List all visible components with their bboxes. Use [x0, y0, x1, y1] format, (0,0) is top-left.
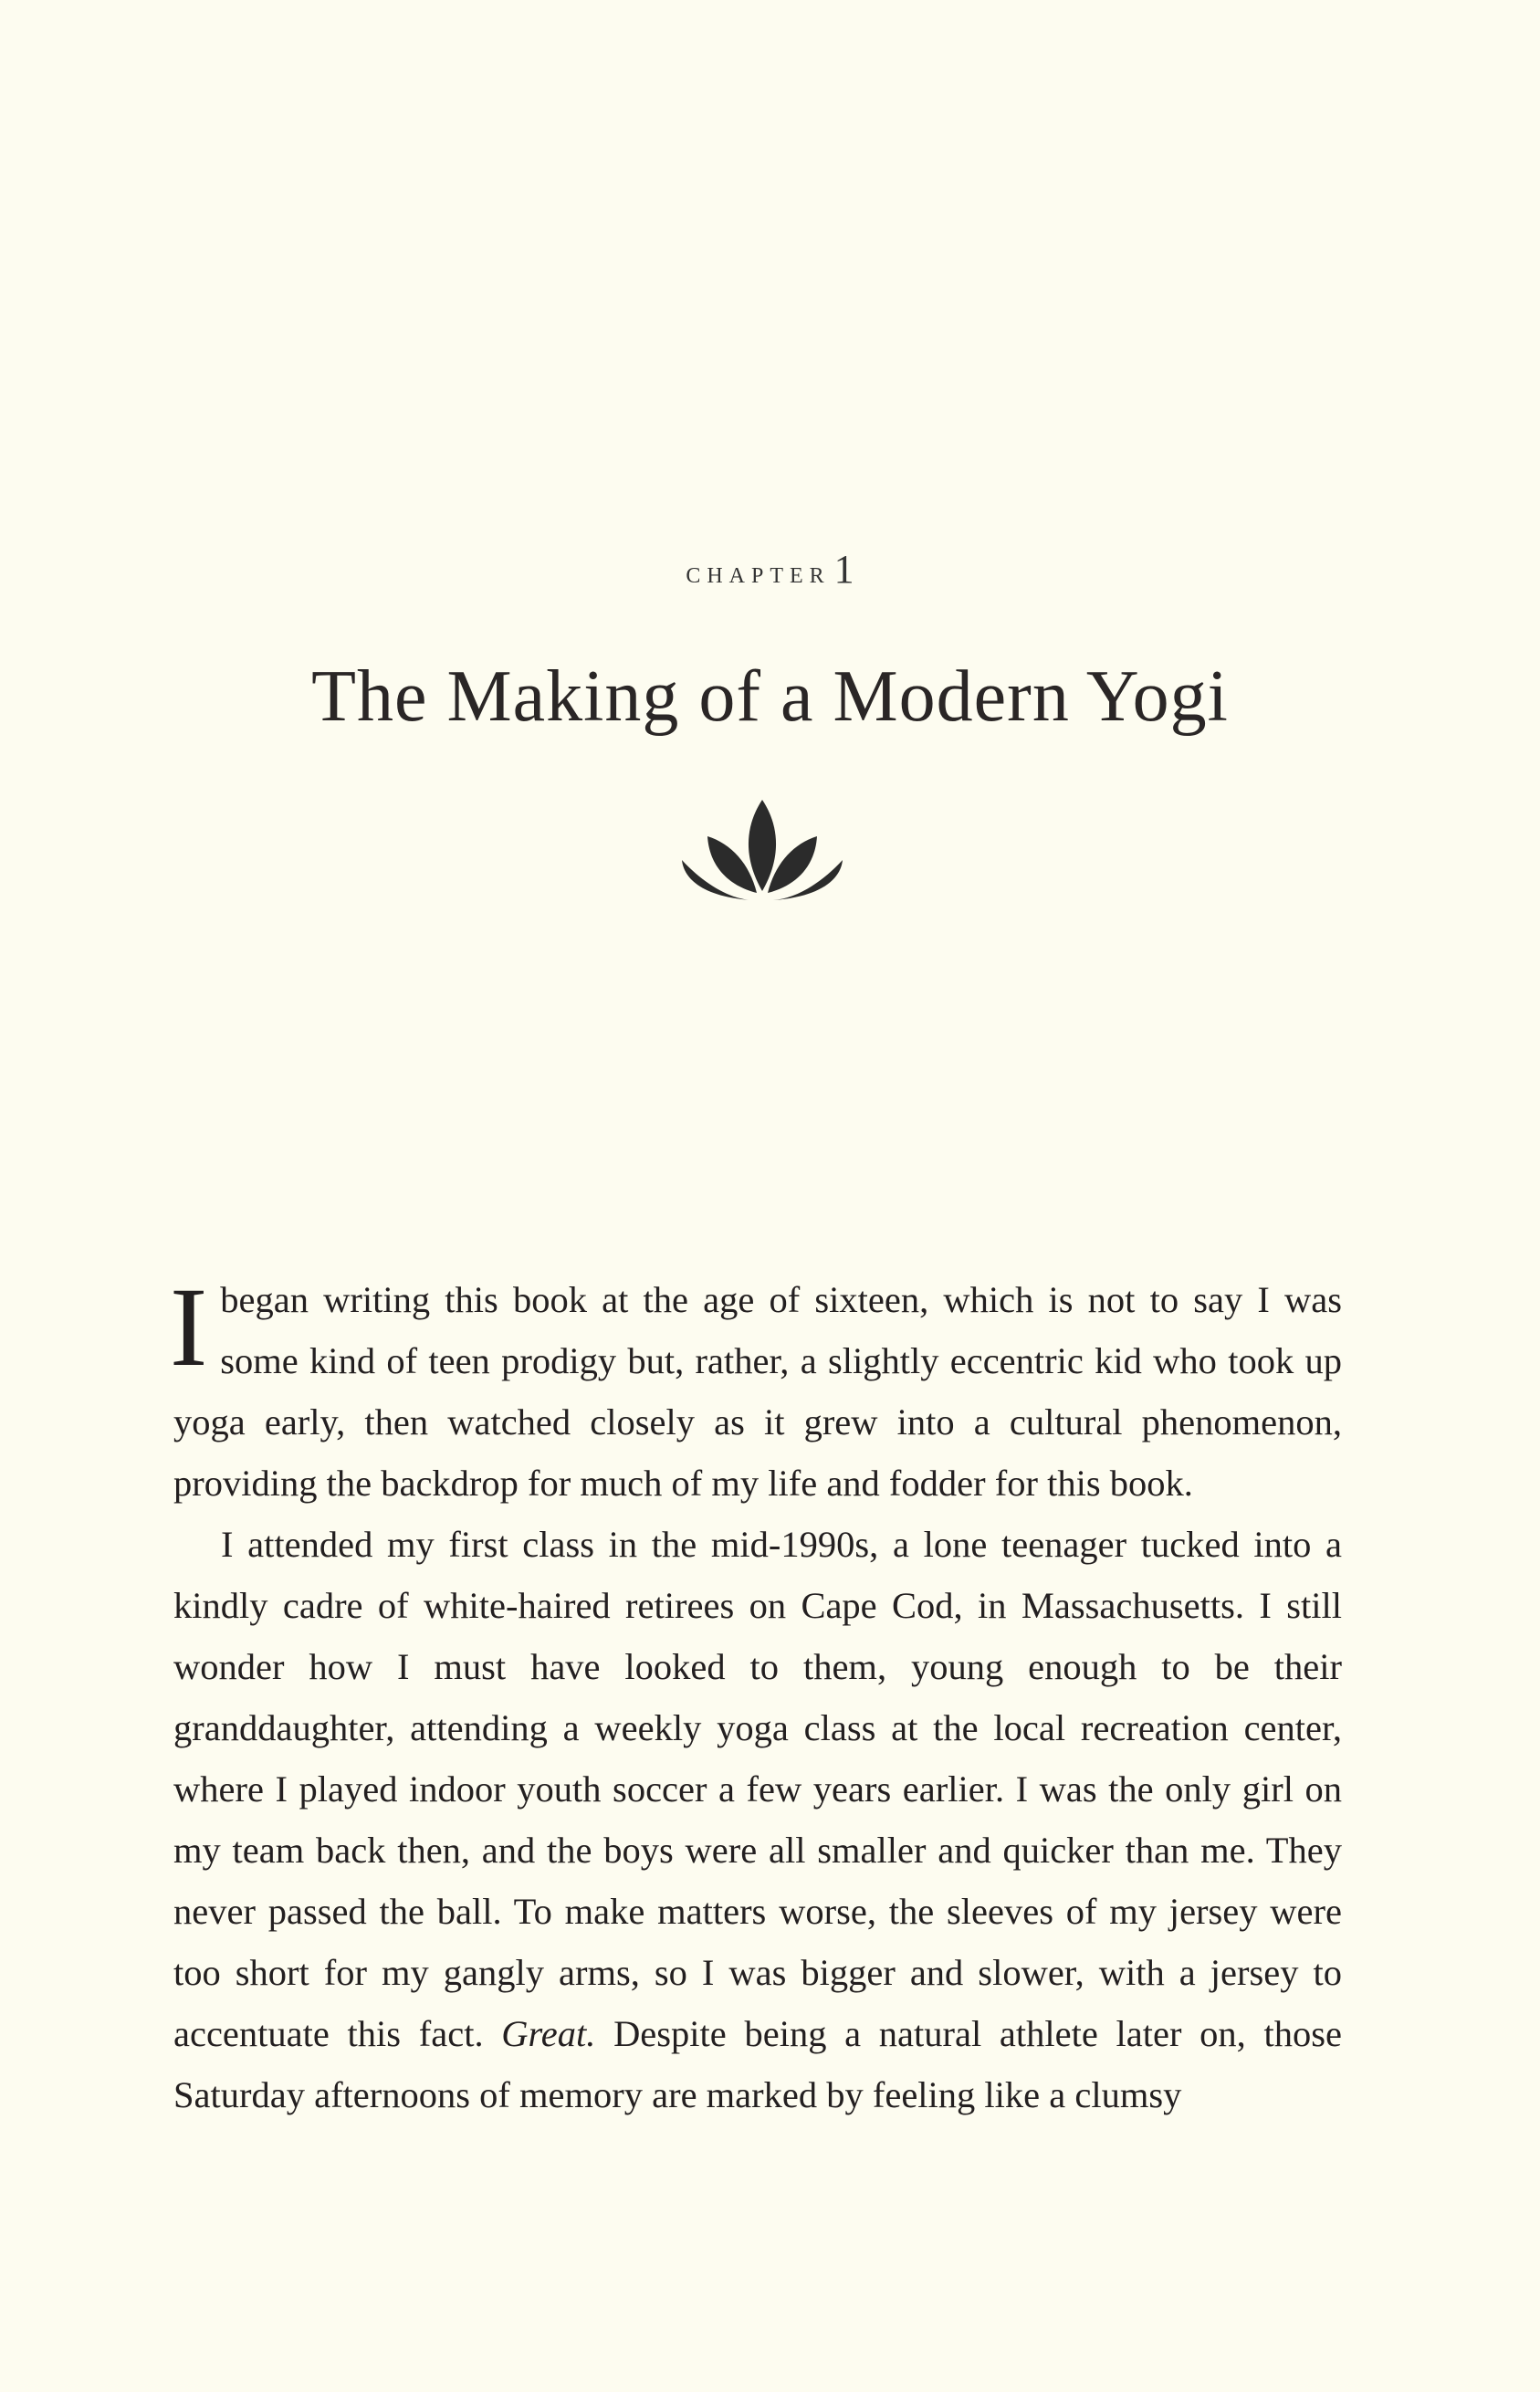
paragraph-1: [170, 1264, 1342, 1514]
body-text: [170, 1264, 1342, 2125]
chapter-label: [0, 546, 1540, 593]
chapter-title: The Making of a Modern Yogi: [311, 656, 1229, 737]
paragraph-2: [173, 1514, 1342, 2125]
chapter-word: chapter: [686, 556, 831, 590]
lotus-icon: [671, 792, 854, 911]
drop-cap: I: [170, 1264, 208, 1390]
paragraph-2-emphasis: Great.: [501, 2013, 596, 2054]
paragraph-1-text: began writing this book at the age of sixteen, which is not to say I was some kind of teen prodigy but, rather, a slightly eccentric kid who took up yoga early, then watched closely as it grew into a cultural phenomenon, providing the backdrop for much of my life and fodder for this book.: [173, 1279, 1342, 1504]
paragraph-2-text-a: I attended my first class in the mid-1990s, a lone teenager tucked into a kindly cadre of white-haired retirees on Cape Cod, in Massachusetts. I still wonder how I must have looked to them, young enough to be their granddaughter, attending a weekly yoga class at the local recreation center, where I played indoor youth soccer a few years earlier. I was the only girl on my team back then, and the boys were all smaller and quicker than me. They never passed the ball. To make matters worse, the sleeves of my jersey were too short for my gangly arms, so I was bigger and slower, with a jersey to accentuate this fact.: [173, 1524, 1342, 2054]
chapter-number: 1: [833, 547, 854, 592]
paragraph-2-text-b: Despite being a natural athlete later on, those Saturday afternoons of memory are marked by feeling like a clumsy: [173, 2013, 1342, 2115]
